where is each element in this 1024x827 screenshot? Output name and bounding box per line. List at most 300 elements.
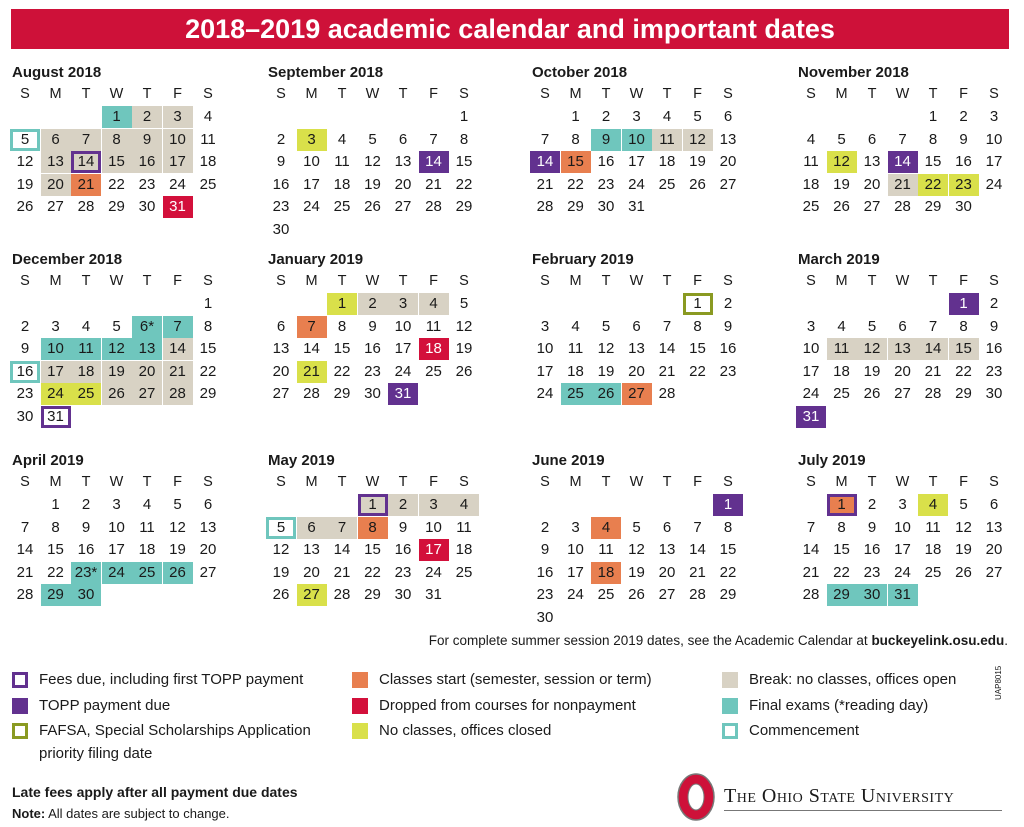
day-cell: 11 — [652, 129, 682, 151]
day-cell: 22 — [364, 563, 381, 581]
day-cell: 12 — [16, 153, 34, 170]
day-cell: 19 — [272, 563, 290, 581]
day-cell: 28 — [536, 198, 554, 215]
day-cell: 25 — [833, 385, 850, 402]
day-cell: 13 — [985, 518, 1003, 536]
month-title: December 2018 — [12, 251, 123, 268]
day-cell: 11 — [71, 338, 101, 360]
weekday-header: T — [867, 86, 877, 102]
day-cell: 17 — [985, 153, 1003, 170]
day-cell: 8 — [959, 317, 968, 335]
day-cell: 21 — [689, 563, 706, 581]
day-cell: 10 — [622, 129, 652, 151]
day-cell: 21 — [802, 563, 820, 581]
day-cell: 18 — [924, 541, 942, 558]
weekday-header: F — [959, 474, 968, 490]
day-cell: 27 — [132, 383, 162, 405]
weekday-header: M — [835, 273, 848, 289]
day-cell: 15 — [102, 151, 132, 173]
day-cell: 10 — [425, 518, 442, 536]
day-cell: 24 — [169, 175, 186, 193]
day-cell: 21 — [16, 563, 34, 581]
day-cell: 6 — [41, 129, 71, 151]
day-cell: 21 — [297, 361, 327, 383]
legend-final-label: Final exams (*reading day) — [749, 697, 929, 714]
weekday-header: S — [806, 273, 816, 289]
day-cell: 1 — [949, 293, 979, 315]
day-cell: 4 — [662, 108, 672, 125]
day-cell: 23 — [536, 586, 554, 603]
day-cell: 20 — [41, 174, 71, 196]
day-cell: 6 — [898, 317, 907, 335]
day-cell: 12 — [364, 153, 381, 170]
weekday-header: T — [601, 273, 611, 289]
day-cell: 6 — [867, 130, 877, 148]
day-cell: 25 — [132, 562, 162, 584]
day-cell: 13 — [303, 541, 320, 558]
day-cell: 26 — [863, 385, 881, 402]
day-cell: 13 — [863, 153, 881, 170]
day-cell: 15 — [561, 151, 591, 173]
day-cell: 6 — [723, 108, 733, 125]
day-cell: 15 — [949, 338, 979, 360]
weekday-header: F — [173, 474, 182, 490]
weekday-header: T — [662, 273, 672, 289]
weekday-header: W — [365, 86, 380, 102]
day-cell: 7 — [806, 518, 816, 536]
weekday-header: W — [895, 273, 910, 289]
day-cell: 14 — [16, 541, 34, 558]
day-cell: 5 — [173, 496, 182, 513]
weekday-header: F — [429, 273, 438, 289]
day-cell: 29 — [199, 385, 217, 402]
day-cell: 24 — [425, 563, 442, 581]
day-cell: 10 — [567, 541, 584, 558]
weekday-header: T — [867, 474, 877, 490]
day-cell: 29 — [567, 198, 584, 215]
weekday-header: W — [629, 273, 644, 289]
day-cell: 8 — [203, 317, 213, 335]
day-cell: 11 — [200, 130, 216, 148]
month-title: September 2018 — [268, 64, 384, 81]
day-cell: 3 — [989, 108, 999, 125]
day-cell: 22 — [567, 175, 584, 193]
day-cell: 15 — [364, 541, 381, 558]
day-cell: 20 — [303, 563, 320, 581]
day-cell: 6 — [398, 130, 408, 148]
day-cell: 29 — [455, 198, 473, 215]
month-title: July 2019 — [798, 452, 866, 469]
topp-swatch — [12, 698, 28, 714]
day-cell: 20 — [863, 175, 881, 193]
weekday-header: S — [806, 474, 816, 490]
day-cell: 13 — [199, 518, 217, 536]
weekday-header: T — [81, 474, 91, 490]
day-cell: 31 — [41, 406, 71, 428]
weekday-header: T — [867, 273, 877, 289]
day-cell: 29 — [364, 586, 381, 603]
day-cell: 1 — [713, 494, 743, 516]
day-cell: 16 — [863, 541, 881, 558]
day-cell: 13 — [132, 338, 162, 360]
day-cell: 14 — [163, 338, 193, 360]
day-cell: 28 — [894, 198, 911, 215]
day-cell: 8 — [358, 517, 388, 539]
weekday-header: S — [459, 273, 469, 289]
weekday-header: T — [398, 273, 408, 289]
day-cell: 17 — [567, 563, 584, 581]
weekday-header: S — [20, 273, 30, 289]
day-cell: 20 — [628, 362, 645, 380]
day-cell: 6 — [662, 518, 672, 536]
late-fees-notice: Late fees apply after all payment due dates — [12, 784, 298, 800]
day-cell: 22 — [108, 175, 125, 193]
weekday-header: T — [81, 273, 91, 289]
day-cell: 31 — [425, 586, 442, 603]
day-cell: 12 — [169, 518, 186, 536]
day-cell: 7 — [898, 130, 907, 148]
day-cell: 25 — [71, 383, 101, 405]
day-cell: 2 — [989, 295, 999, 312]
day-cell: 30 — [955, 198, 972, 215]
weekday-header: M — [305, 273, 318, 289]
weekday-header: S — [20, 86, 30, 102]
day-cell: 21 — [536, 175, 554, 193]
day-cell: 19 — [628, 563, 645, 581]
day-cell: 13 — [41, 151, 71, 173]
day-cell: 20 — [894, 362, 911, 380]
weekday-header: W — [365, 474, 380, 490]
day-cell: 24 — [102, 562, 132, 584]
month-title: June 2019 — [532, 452, 605, 469]
day-cell: 30 — [272, 220, 290, 238]
day-cell: 26 — [102, 383, 132, 405]
day-cell: 3 — [632, 108, 641, 125]
day-cell: 7 — [540, 130, 550, 148]
day-cell: 1 — [203, 295, 213, 312]
weekday-header: T — [398, 474, 408, 490]
weekday-header: S — [276, 273, 286, 289]
day-cell: 12 — [857, 338, 887, 360]
day-cell: 9 — [132, 129, 162, 151]
day-cell: 16 — [272, 175, 290, 193]
day-cell: 26 — [833, 198, 850, 215]
weekday-header: W — [895, 474, 910, 490]
day-cell: 27 — [658, 586, 676, 603]
day-cell: 5 — [632, 518, 641, 536]
month-title: October 2018 — [532, 64, 628, 81]
legend-closed-label: No classes, offices closed — [379, 722, 552, 739]
weekday-header: S — [276, 474, 286, 490]
day-cell: 17 — [394, 340, 412, 357]
day-cell: 18 — [333, 175, 351, 193]
weekday-header: S — [989, 474, 999, 490]
weekday-header: F — [173, 273, 182, 289]
day-cell: 2 — [81, 496, 91, 513]
day-cell: 6 — [632, 317, 641, 335]
day-cell: 3 — [112, 496, 121, 513]
day-cell: 4 — [918, 494, 948, 516]
day-cell: 21 — [425, 175, 442, 193]
weekday-header: M — [305, 86, 318, 102]
legend-commencement-label: Commencement — [749, 722, 860, 739]
day-cell: 18 — [591, 562, 621, 584]
legend-fafsa-label-2: priority filing date — [39, 745, 153, 762]
day-cell: 1 — [459, 108, 469, 125]
note-label: Note: — [12, 806, 46, 821]
note-text: All dates are subject to change. — [45, 806, 230, 821]
day-cell: 9 — [276, 153, 286, 170]
day-cell: 29 — [41, 584, 71, 606]
day-cell: 30 — [364, 385, 381, 402]
day-cell: 12 — [827, 151, 857, 173]
day-cell: 15 — [455, 153, 473, 170]
day-cell: 4 — [337, 130, 347, 148]
weekday-header: M — [569, 474, 582, 490]
day-cell: 21 — [163, 361, 193, 383]
day-cell: 14 — [303, 340, 320, 357]
day-cell: 12 — [272, 541, 290, 558]
day-cell: 23 — [16, 385, 34, 402]
day-cell: 16 — [132, 151, 162, 173]
day-cell: 6 — [989, 496, 999, 513]
day-cell: 29 — [108, 198, 125, 215]
legend-fafsa-label: FAFSA, Special Scholarships Application — [39, 722, 311, 739]
weekday-header: F — [693, 86, 702, 102]
commencement-swatch — [722, 723, 738, 739]
day-cell: 5 — [693, 108, 702, 125]
day-cell: 26 — [689, 175, 706, 193]
day-cell: 19 — [597, 362, 615, 380]
day-cell: 10 — [802, 340, 820, 357]
weekday-header: F — [693, 474, 702, 490]
month-title: May 2019 — [268, 452, 335, 469]
day-cell: 28 — [924, 385, 942, 402]
day-cell: 8 — [693, 317, 702, 335]
day-cell: 5 — [112, 317, 121, 335]
day-cell: 5 — [459, 295, 469, 312]
weekday-header: S — [459, 86, 469, 102]
day-cell: 19 — [833, 175, 850, 193]
day-cell: 5 — [959, 496, 968, 513]
day-cell: 22 — [455, 175, 473, 193]
day-cell: 8 — [928, 130, 938, 148]
summer-session-note — [429, 633, 1008, 648]
day-cell: 25 — [425, 362, 442, 380]
day-cell: 14 — [888, 151, 918, 173]
legend-fees-label: Fees due, including first TOPP payment — [39, 671, 304, 688]
weekday-header: M — [569, 86, 582, 102]
day-cell: 5 — [867, 317, 877, 335]
day-cell: 27 — [394, 198, 412, 215]
day-cell: 19 — [102, 361, 132, 383]
day-cell: 8 — [51, 518, 60, 536]
day-cell: 25 — [455, 563, 473, 581]
day-cell: 23 — [597, 175, 615, 193]
day-cell: 17 — [303, 175, 320, 193]
fees-swatch — [12, 672, 28, 688]
day-cell: 19 — [863, 362, 881, 380]
weekday-header: S — [540, 273, 550, 289]
day-cell: 25 — [333, 198, 351, 215]
day-cell: 15 — [719, 541, 737, 558]
day-cell: 18 — [419, 338, 449, 360]
day-cell: 15 — [689, 340, 706, 357]
day-cell: 2 — [358, 293, 388, 315]
drop-swatch — [352, 698, 368, 714]
day-cell: 2 — [276, 130, 286, 148]
day-cell: 28 — [802, 586, 820, 603]
day-cell: 6 — [276, 317, 286, 335]
weekday-header: M — [49, 86, 62, 102]
weekday-header: T — [601, 474, 611, 490]
buckeyelink-link[interactable]: buckeyelink.osu.edu — [871, 633, 1005, 648]
day-cell: 30 — [16, 407, 34, 425]
day-cell: 10 — [108, 518, 125, 536]
day-cell: 11 — [139, 518, 155, 536]
day-cell: 24 — [41, 383, 71, 405]
day-cell: 18 — [833, 362, 850, 380]
day-cell: 22 — [199, 362, 217, 380]
day-cell: 13 — [272, 340, 290, 357]
day-cell: 25 — [924, 563, 942, 581]
day-cell: 23 — [394, 563, 412, 581]
weekday-header: S — [989, 86, 999, 102]
month-title: March 2019 — [798, 251, 880, 268]
day-cell: 19 — [169, 541, 186, 558]
day-cell: 23 — [272, 198, 290, 215]
day-cell: 13 — [888, 338, 918, 360]
day-cell: 16 — [536, 563, 554, 581]
day-cell: 14 — [71, 151, 101, 173]
day-cell: 1 — [358, 494, 388, 516]
day-cell: 7 — [928, 317, 938, 335]
weekday-header: T — [81, 86, 91, 102]
day-cell: 23 — [719, 362, 737, 380]
day-cell: 3 — [806, 317, 816, 335]
day-cell: 22 — [719, 563, 737, 581]
weekday-header: W — [895, 86, 910, 102]
day-cell: 24 — [628, 175, 645, 193]
day-cell: 14 — [419, 151, 449, 173]
day-cell: 12 — [455, 317, 473, 335]
day-cell: 26 — [163, 562, 193, 584]
fafsa-swatch — [12, 723, 28, 739]
day-cell: 31 — [388, 383, 418, 405]
day-cell: 16 — [985, 340, 1003, 357]
closed-swatch — [352, 723, 368, 739]
start-swatch — [352, 672, 368, 688]
day-cell: 10 — [894, 518, 911, 536]
day-cell: 27 — [199, 563, 217, 581]
day-cell: 4 — [591, 517, 621, 539]
day-cell: 16 — [10, 361, 40, 383]
day-cell: 4 — [142, 496, 152, 513]
day-cell: 10 — [41, 338, 71, 360]
day-cell: 10 — [303, 153, 320, 170]
weekday-header: M — [305, 474, 318, 490]
day-cell: 15 — [47, 541, 64, 558]
day-cell: 2 — [132, 106, 162, 128]
weekday-header: S — [459, 474, 469, 490]
day-cell: 10 — [394, 317, 412, 335]
day-cell: 8 — [102, 129, 132, 151]
weekday-header: W — [629, 474, 644, 490]
weekday-header: T — [142, 474, 152, 490]
day-cell: 23* — [71, 562, 101, 584]
weekday-header: T — [337, 273, 347, 289]
day-cell: 9 — [989, 317, 999, 335]
day-cell: 25 — [561, 383, 591, 405]
day-cell: 1 — [327, 293, 357, 315]
weekday-header: W — [629, 86, 644, 102]
day-cell: 31 — [163, 196, 193, 218]
weekday-header: S — [806, 86, 816, 102]
day-cell: 27 — [622, 383, 652, 405]
day-cell: 27 — [272, 385, 290, 402]
change-note — [12, 806, 230, 821]
day-cell: 7 — [20, 518, 30, 536]
day-cell: 20 — [199, 541, 217, 558]
day-cell: 21 — [888, 174, 918, 196]
final-swatch — [722, 698, 738, 714]
day-cell: 4 — [449, 494, 479, 516]
day-cell: 12 — [628, 541, 645, 558]
day-cell: 22 — [955, 362, 972, 380]
day-cell: 26 — [591, 383, 621, 405]
weekday-header: T — [662, 86, 672, 102]
page-title: 2018–2019 academic calendar and important dates — [11, 9, 1009, 49]
day-cell: 16 — [597, 153, 615, 170]
weekday-header: T — [337, 474, 347, 490]
day-cell: 28 — [333, 586, 351, 603]
day-cell: 24 — [985, 175, 1003, 193]
day-cell: 7 — [662, 317, 672, 335]
day-cell: 3 — [388, 293, 418, 315]
day-cell: 1 — [683, 293, 713, 315]
day-cell: 18 — [802, 175, 820, 193]
day-cell: 1 — [928, 108, 938, 125]
day-cell: 27 — [894, 385, 911, 402]
day-cell: 5 — [368, 130, 377, 148]
day-cell: 17 — [419, 539, 449, 561]
day-cell: 18 — [455, 541, 473, 558]
weekday-header: T — [601, 86, 611, 102]
day-cell: 22 — [833, 563, 850, 581]
day-cell: 2 — [20, 317, 30, 335]
day-cell: 30 — [394, 586, 412, 603]
day-cell: 14 — [530, 151, 560, 173]
day-cell: 8 — [723, 518, 733, 536]
day-cell: 6* — [132, 316, 162, 338]
day-cell: 3 — [540, 317, 550, 335]
day-cell: 24 — [894, 563, 911, 581]
day-cell: 28 — [658, 385, 676, 402]
day-cell: 2 — [959, 108, 968, 125]
day-cell: 11 — [425, 317, 442, 335]
day-cell: 11 — [827, 338, 857, 360]
day-cell: 15 — [199, 340, 217, 357]
weekday-header: T — [142, 86, 152, 102]
month-title: November 2018 — [798, 64, 909, 81]
day-cell: 11 — [925, 518, 941, 536]
day-cell: 29 — [955, 385, 972, 402]
day-cell: 10 — [163, 129, 193, 151]
day-cell: 4 — [837, 317, 846, 335]
day-cell: 29 — [333, 385, 351, 402]
weekday-header: F — [693, 273, 702, 289]
day-cell: 9 — [540, 541, 550, 558]
